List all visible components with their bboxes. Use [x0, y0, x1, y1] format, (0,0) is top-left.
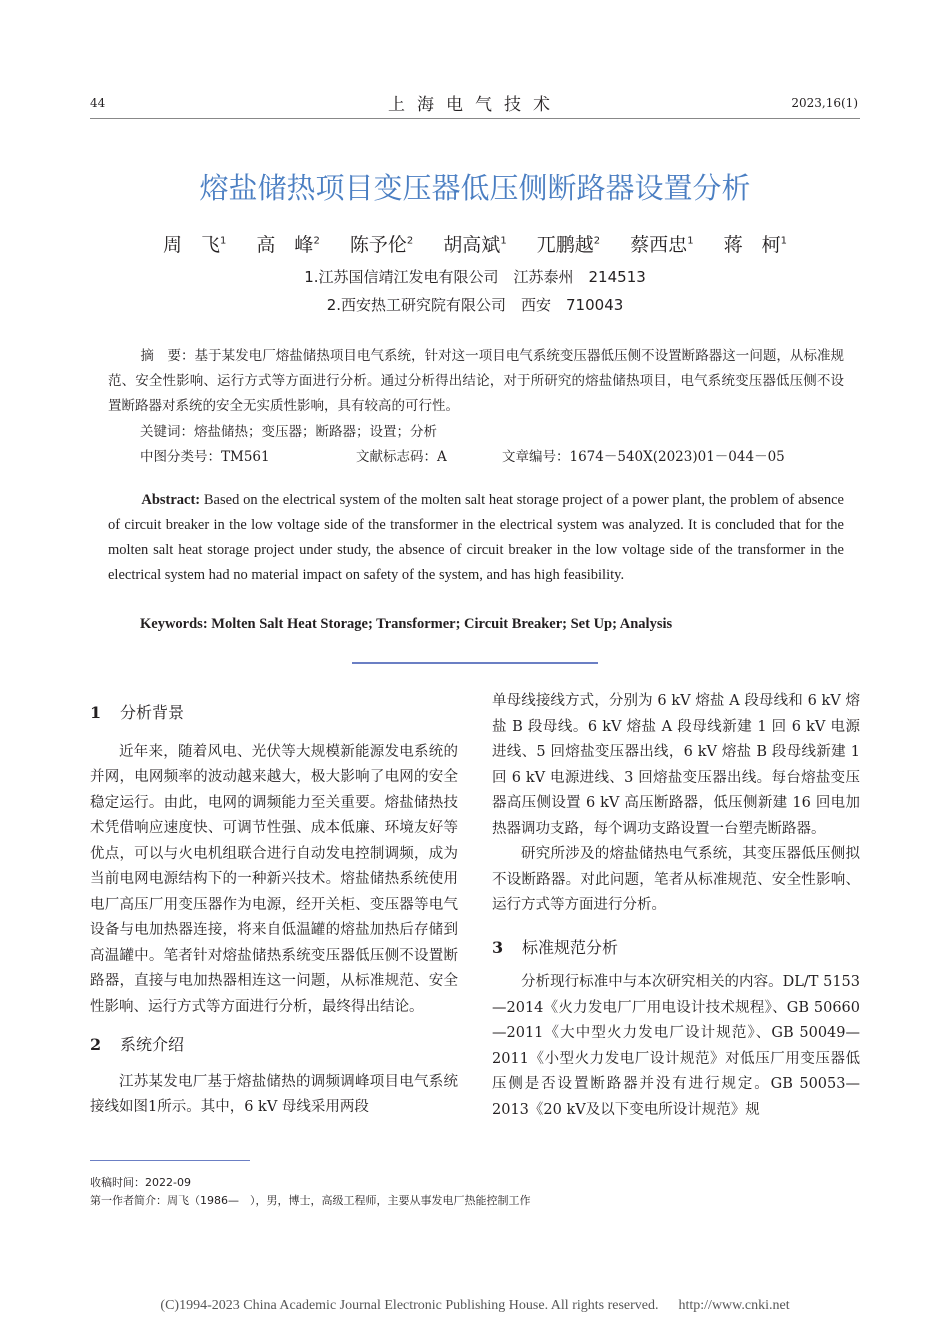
left-column [90, 700, 458, 1121]
author: 蒋 柯$^1$ [723, 234, 787, 256]
paragraph: 单母线接线方式，分别为 6 kV 熔盐 A 段母线和 6 kV 熔盐 B 段母线。6 kV 熔盐 A 段母线新建 1 回 6 kV 电源进线、5 回熔盐变压器出线，6 kV 熔盐 B 段母线新建 1 回 6 kV 电源进线、3 回熔盐变压器出线。每台熔盐变压器高压侧设置 6 kV 高压断路器，低压侧新建 16 回电加热器调功支路，每个调功支路设置一台塑壳断路器。 [492, 693, 860, 837]
abstract-en-label: Abstract: [141, 492, 201, 508]
issue-info: 2023,16(1) [791, 96, 858, 110]
abstract-label: 摘 要： [140, 348, 195, 364]
copyright-line: (C)1994-2023 China Academic Journal Electronic Publishing House. All rights reserved. http://www.cnki.net [160, 1298, 790, 1313]
abstract-cn [108, 344, 844, 419]
article-title: 熔盐储热项目变压器低压侧断路器设置分析 [199, 171, 751, 205]
keywords-en: Keywords: Molten Salt Heat Storage; Transformer; Circuit Breaker; Set Up; Analysis [140, 616, 673, 632]
section-heading: 1 分析背景 [90, 703, 185, 722]
section-heading: 2 系统介绍 [90, 1035, 185, 1054]
affiliation-2: 2.西安热工研究院有限公司 西安 710043 [326, 296, 624, 314]
abstract-en [108, 488, 844, 588]
author-bio: 第一作者简介：周飞（1986— ），男，博士，高级工程师，主要从事发电厂热能控制工作 [90, 1194, 531, 1207]
abstract-en-text: Based on the electrical system of the molten salt heat storage project of a power plant, the problem of absence of circuit breaker in the low voltage side of the transformer in the electrical system was analyzed. It is concluded that for the molten salt heat storage project under study, the absence of circuit breaker in the low voltage side of the transformer in the electrical system had no material impact on safety of the system, and has high feasibility. [108, 492, 844, 583]
paragraph: 江苏某发电厂基于熔盐储热的调频调峰项目电气系统接线如图1所示。其中，6 kV 母线采用两段 [90, 1073, 458, 1115]
author-list [0, 230, 950, 257]
cnki-link[interactable]: http://www.cnki.net [678, 1298, 790, 1313]
author: 胡高斌$^1$ [443, 234, 507, 256]
section-heading: 3 标准规范分析 [492, 937, 619, 957]
paragraph: 近年来，随着风电、光伏等大规模新能源发电系统的并网，电网频率的波动越来越大，极大影响了电网的安全稳定运行。由此，电网的调频能力至关重要。熔盐储热技术凭借响应速度快、可调节性强、成本低廉、环境友好等优点，可以与火电机组联合进行自动发电控制调频，成为当前电网电源结构下的一种新兴技术。熔盐储热系统使用电厂高压厂用变压器作为电源，经开关柜、变压器等电气设备与电加热器连接，将来自低温罐的熔盐加热后存储到高温罐中。笔者针对熔盐储热系统变压器低压侧不设置断路器，直接与电加热器相连这一问题，从标准规范、安全性影响、运行方式等方面进行分析，最终得出结论。 [90, 743, 458, 1015]
author: 陈予伦$^2$ [349, 234, 414, 256]
author: 兀鹏越$^2$ [536, 234, 601, 256]
author: 高 峰$^2$ [256, 234, 320, 256]
abstract-text: 基于某发电厂熔盐储热项目电气系统，针对这一项目电气系统变压器低压侧不设置断路器这一问题，从标准规范、安全性影响、运行方式等方面进行分析。通过分析得出结论，对于所研究的熔盐储热项目，电气系统变压器低压侧不设置断路器对系统的安全无实质性影响，具有较高的可行性。 [108, 348, 845, 414]
section-divider [352, 662, 598, 664]
author: 周 飞$^1$ [162, 234, 227, 256]
paragraph: 分析现行标准中与本次研究相关的内容。DL/T 5153—2014《火力发电厂厂用电设计技术规程》、GB 50660—2011《大中型火力发电厂设计规范》、GB 50049—2011《小型火力发电厂设计规范》对低压厂用变压器低压侧是否设置断路器并没有进行规定。GB 50053—2013《20 kV及以下变电所设计规范》规 [492, 974, 860, 1118]
footnote-divider [90, 1160, 250, 1161]
header-divider [90, 118, 860, 119]
keywords-cn: 关键词：熔盐储热；变压器；断路器；设置；分析 [140, 424, 437, 440]
journal-name: 上海电气技术 [388, 95, 562, 115]
affiliation-1: 1.江苏国信靖江发电有限公司 江苏泰州 214513 [304, 268, 646, 286]
page-number: 44 [90, 96, 106, 110]
received-date: 收稿时间：2022-09 [90, 1176, 191, 1189]
article-number: 文章编号：1674－540X(2023)01－044－05 [502, 449, 785, 465]
author: 蔡西忠$^1$ [630, 234, 694, 256]
paragraph: 研究所涉及的熔盐储热电气系统，其变压器低压侧拟不设断路器。对此问题，笔者从标准规范、安全性影响、运行方式等方面进行分析。 [492, 846, 860, 913]
right-column [492, 689, 860, 1123]
clc-number: 中图分类号：TM561 [140, 449, 270, 465]
document-code: 文献标志码：A [356, 449, 447, 465]
